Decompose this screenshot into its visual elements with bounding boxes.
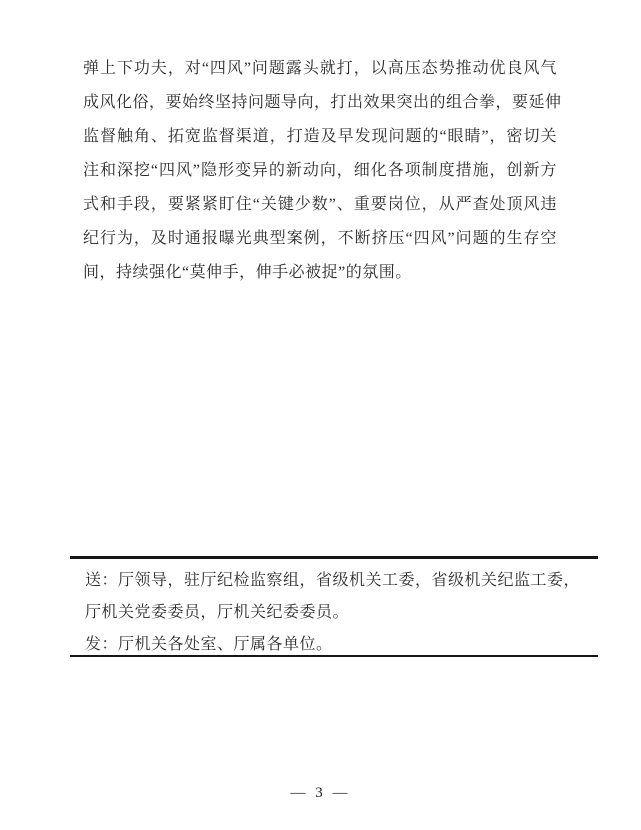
paragraph-line: 纪行为，及时通报曝光典型案例，不断挤压“四风”问题的生存空	[83, 230, 557, 247]
paragraph-line: 注和深挖“四风”隐形变异的新动向，细化各项制度措施，创新方	[83, 162, 557, 179]
distribution-line-send: 送：厅领导，驻厅纪检监察组，省级机关工委，省级机关纪监工委，	[85, 572, 581, 589]
page-number: — 3 —	[290, 785, 351, 801]
paragraph-line: 弹上下功夫，对“四风”问题露头就打，以高压态势推动优良风气	[83, 60, 557, 77]
distribution-box	[70, 556, 598, 657]
distribution-line-send-cont: 厅机关党委委员，厅机关纪委委员。	[85, 604, 350, 621]
paragraph-line: 间，持续强化“莫伸手，伸手必被捉”的氛围。	[83, 264, 412, 281]
distribution-line-issue: 发：厅机关各处室、厅属各单位。	[85, 636, 333, 653]
paragraph-line: 监督触角、拓宽监督渠道，打造及早发现问题的“眼睛”，密切关	[83, 128, 557, 145]
paragraph-line: 成风化俗，要始终坚持问题导向，打出效果突出的组合拳，要延伸	[83, 94, 562, 111]
body-paragraph	[83, 52, 562, 290]
paragraph-line: 式和手段，要紧紧盯住“关键少数”、重要岗位，从严查处顶风违	[83, 196, 557, 213]
